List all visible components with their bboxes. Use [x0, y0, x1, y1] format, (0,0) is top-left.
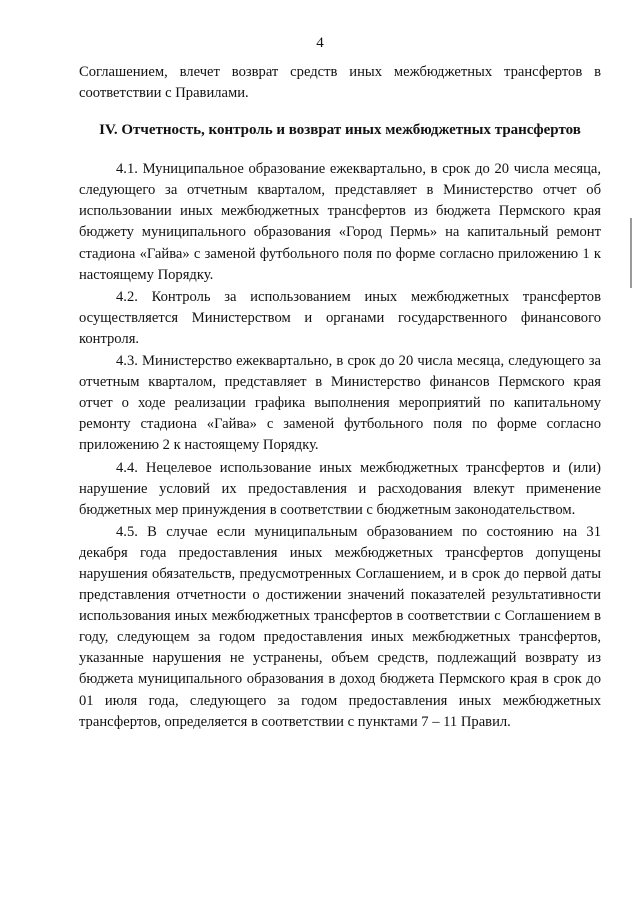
- continuation-paragraph: Соглашением, влечет возврат средств иных межбюджетных трансфертов в соответствии с Правилами.: [79, 64, 601, 102]
- paragraph-4-2: 4.2. Контроль за использованием иных межбюджетных трансфертов осуществляется Министерством и органами государственного финансового контроля.: [79, 288, 601, 347]
- section-heading: IV. Отчетность, контроль и возврат иных межбюджетных трансфертов: [99, 122, 581, 139]
- paragraph-4-5: 4.5. В случае если муниципальным образованием по состоянию на 31 декабря года предоставления иных межбюджетных трансфертов допущены нарушения обязательств, предусмотренных Соглашением, и в срок до первой даты представления отчетности о достижении значений показателей результативности использования иных межбюджетных трансфертов в соответствии с Соглашением в году, следующем за годом предоставления иных межбюджетных трансфертов, указанные нарушения не устранены, объем средств, подлежащий возврату из бюджета муниципального образования в доход бюджета Пермского края в срок до 01 июля года, следующего за годом предоставления иных межбюджетных трансфертов, определяется в соответствии с пунктами 7 – 11 Правил.: [79, 523, 601, 730]
- paragraph-4-3: 4.3. Министерство ежеквартально, в срок до 20 числа месяца, следующего за отчетным кварталом, представляет в Министерство финансов Пермского края отчет о ходе реализации графика выполнения мероприятий по капитальному ремонту стадиона «Гайва» с заменой футбольного поля по форме согласно приложению 2 к настоящему Порядку.: [79, 353, 601, 454]
- paragraph-4-4: 4.4. Нецелевое использование иных межбюджетных трансфертов и (или) нарушение условий их предоставления и расходования влекут применение бюджетных мер принуждения в соответствии с бюджетным законодательством.: [79, 459, 601, 518]
- document-body: [79, 62, 601, 733]
- paragraph-4-1: 4.1. Муниципальное образование ежеквартально, в срок до 20 числа месяца, следующего за отчетным кварталом, представляет в Министерство отчет об использовании иных межбюджетных трансфертов из бюджета Пермского края бюджету муниципального образования «Город Пермь» на капитальный ремонт стадиона «Гайва» с заменой футбольного поля по форме согласно приложению 1 к настоящему Порядку.: [79, 161, 601, 283]
- page-number: 4: [316, 35, 324, 51]
- scan-edge-mark: [630, 218, 632, 288]
